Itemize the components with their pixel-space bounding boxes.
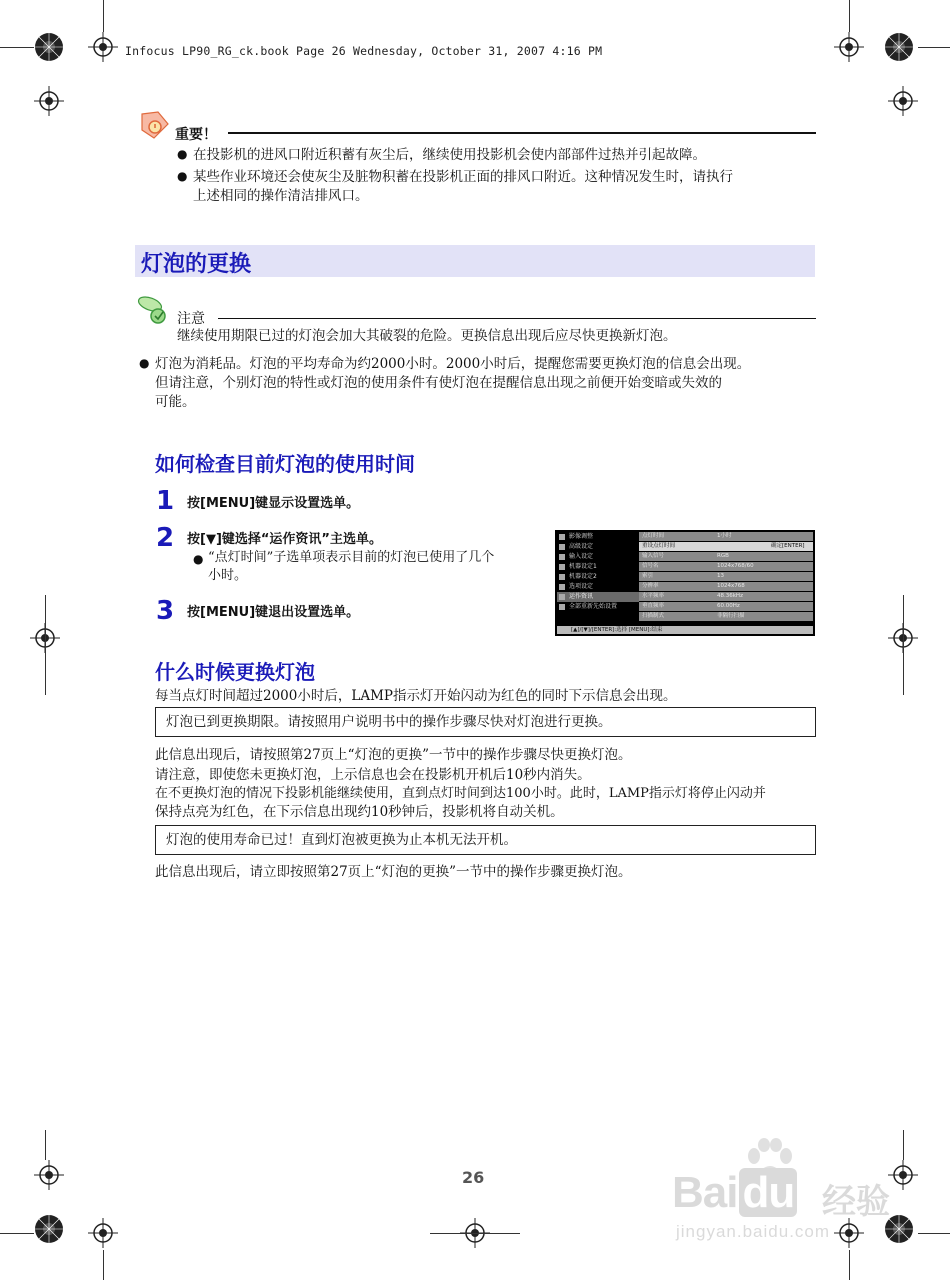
note-icon: [136, 294, 176, 328]
step-1-text: 按[MENU]键显示设置选单。: [187, 496, 360, 511]
step-2-number: 2: [156, 523, 175, 553]
crosshair-icon: [888, 86, 918, 116]
check-title: 如何检查目前灯泡的使用时间: [155, 452, 415, 476]
step-1-number: 1: [156, 486, 175, 516]
watermark-cn: 经验: [822, 1182, 890, 1222]
crop-mark: [849, 0, 850, 32]
watermark-brand: Bai du: [672, 1168, 797, 1218]
menu-sub-list: [639, 532, 813, 622]
important-bullet-2-cont: 上述相同的操作清洁排风口。: [193, 188, 369, 204]
print-header: Infocus LP90_RG_ck.book Page 26 Wednesday, October 31, 2007 4:16 PM: [125, 44, 603, 58]
intro-line-1: 灯泡为消耗品。灯泡的平均寿命为约2000小时。2000小时后，提醒您需要更换灯泡的信息会出现。: [155, 356, 751, 372]
bullet-icon: ●: [177, 169, 188, 183]
crop-mark: [0, 1233, 34, 1234]
step-3-text: 按[MENU]键退出设置选单。: [187, 605, 360, 620]
menu-main-item: 选项设定: [557, 582, 639, 592]
bullet-icon: ●: [139, 356, 150, 370]
menu-sub-item: 扫描制式 非隔行扫描: [639, 612, 813, 621]
menu-sub-item: 分辨率 1024x768: [639, 582, 813, 591]
bullet-icon: ●: [193, 552, 204, 566]
crop-mark: [103, 0, 104, 32]
menu-screenshot: [555, 530, 815, 636]
message-box-2: 灯泡的使用寿命已过！直到灯泡被更换为止本机无法开机。: [155, 825, 816, 855]
important-rule: [228, 132, 816, 134]
crop-mark: [430, 1233, 520, 1234]
crop-mark: [103, 1250, 104, 1280]
registration-wheel-icon: [34, 1214, 64, 1244]
menu-main-item: 机器设定1: [557, 562, 639, 572]
menu-footer: [▲]/[▼]/[ENTER]:选择 [MENU]:结束: [557, 626, 813, 634]
section-title: 灯泡的更换: [141, 252, 252, 277]
when-mid-1: 此信息出现后，请按照第27页上“灯泡的更换”一节中的操作步骤尽快更换灯泡。: [155, 747, 632, 763]
menu-sub-item: 水平频率 48.36kHz: [639, 592, 813, 601]
when-mid-3: 在不更换灯泡的情况下投影机能继续使用，直到点灯时间到达100小时。此时，LAMP指示灯将停止闪动并: [155, 786, 766, 801]
menu-main-item: 机器设定2: [557, 572, 639, 582]
registration-wheel-icon: [884, 32, 914, 62]
registration-wheel-icon: [34, 32, 64, 62]
baidu-watermark: [672, 1138, 922, 1248]
menu-sub-item: 信号名 1024x768/60: [639, 562, 813, 571]
crop-mark: [918, 1233, 950, 1234]
menu-sub-item: 点灯时间 1小时: [639, 532, 813, 541]
step-2-sub-1: “点灯时间”子选单项表示目前的灯泡已使用了几个: [208, 550, 495, 565]
crosshair-icon: [34, 1160, 64, 1190]
crop-mark: [45, 1130, 46, 1160]
important-bullet-1: 在投影机的进风口附近积蓄有灰尘后，继续使用投影机会使内部部件过热并引起故障。: [193, 147, 706, 163]
menu-sub-item: 索引 13: [639, 572, 813, 581]
menu-main-item: 输入设定: [557, 552, 639, 562]
crosshair-icon: [88, 1218, 118, 1248]
menu-main-list: [557, 532, 639, 612]
crop-mark: [849, 1250, 850, 1280]
page-number: 26: [462, 1168, 485, 1187]
menu-main-item: 影像调整: [557, 532, 639, 542]
bullet-icon: ●: [177, 147, 188, 161]
crosshair-icon: [834, 32, 864, 62]
when-intro: 每当点灯时间超过2000小时后，LAMP指示灯开始闪动为红色的同时下示信息会出现。: [155, 688, 677, 704]
when-title: 什么时候更换灯泡: [155, 660, 315, 684]
when-mid-4: 保持点亮为红色，在下示信息出现约10秒钟后，投影机将自动关机。: [155, 804, 564, 820]
step-2-text: 按[▼]键选择“运作资讯”主选单。: [187, 532, 382, 547]
crosshair-icon: [88, 32, 118, 62]
step-2-sub-2: 小时。: [208, 568, 248, 583]
crop-mark: [45, 595, 46, 695]
menu-sub-item: 输入信号 RGB: [639, 552, 813, 561]
note-text: 继续使用期限已过的灯泡会加大其破裂的危险。更换信息出现后应尽快更换新灯泡。: [177, 328, 677, 344]
crop-mark: [918, 47, 950, 48]
menu-sub-item-highlight: 重设点灯时间 确定[ENTER]: [639, 542, 813, 551]
crop-mark: [903, 595, 904, 695]
important-title: 重要！: [175, 127, 217, 143]
menu-main-item: 高级设定: [557, 542, 639, 552]
important-bullet-2: 某些作业环境还会使灰尘及脏物积蓄在投影机正面的排风口附近。这种情况发生时，请执行: [193, 169, 733, 185]
message-box-1: 灯泡已到更换期限。请按照用户说明书中的操作步骤尽快对灯泡进行更换。: [155, 707, 816, 737]
when-mid-2: 请注意，即使您未更换灯泡，上示信息也会在投影机开机后10秒内消失。: [155, 767, 591, 783]
when-outro: 此信息出现后，请立即按照第27页上“灯泡的更换”一节中的操作步骤更换灯泡。: [155, 864, 632, 880]
crosshair-icon: [34, 86, 64, 116]
menu-main-item-selected: 运作资讯: [557, 592, 639, 602]
note-rule: [218, 318, 816, 319]
menu-main-item: 全部重新先始设置: [557, 602, 639, 612]
watermark-url: jingyan.baidu.com: [676, 1222, 831, 1241]
crop-mark: [0, 47, 34, 48]
important-icon: [138, 110, 172, 140]
note-title: 注意: [177, 311, 205, 327]
intro-line-3: 可能。: [155, 394, 196, 410]
intro-line-2: 但请注意，个别灯泡的特性或灯泡的使用条件有使灯泡在提醒信息出现之前便开始变暗或失效的: [155, 375, 722, 391]
step-3-number: 3: [156, 596, 175, 626]
menu-sub-item: 垂直频率 60.00Hz: [639, 602, 813, 611]
